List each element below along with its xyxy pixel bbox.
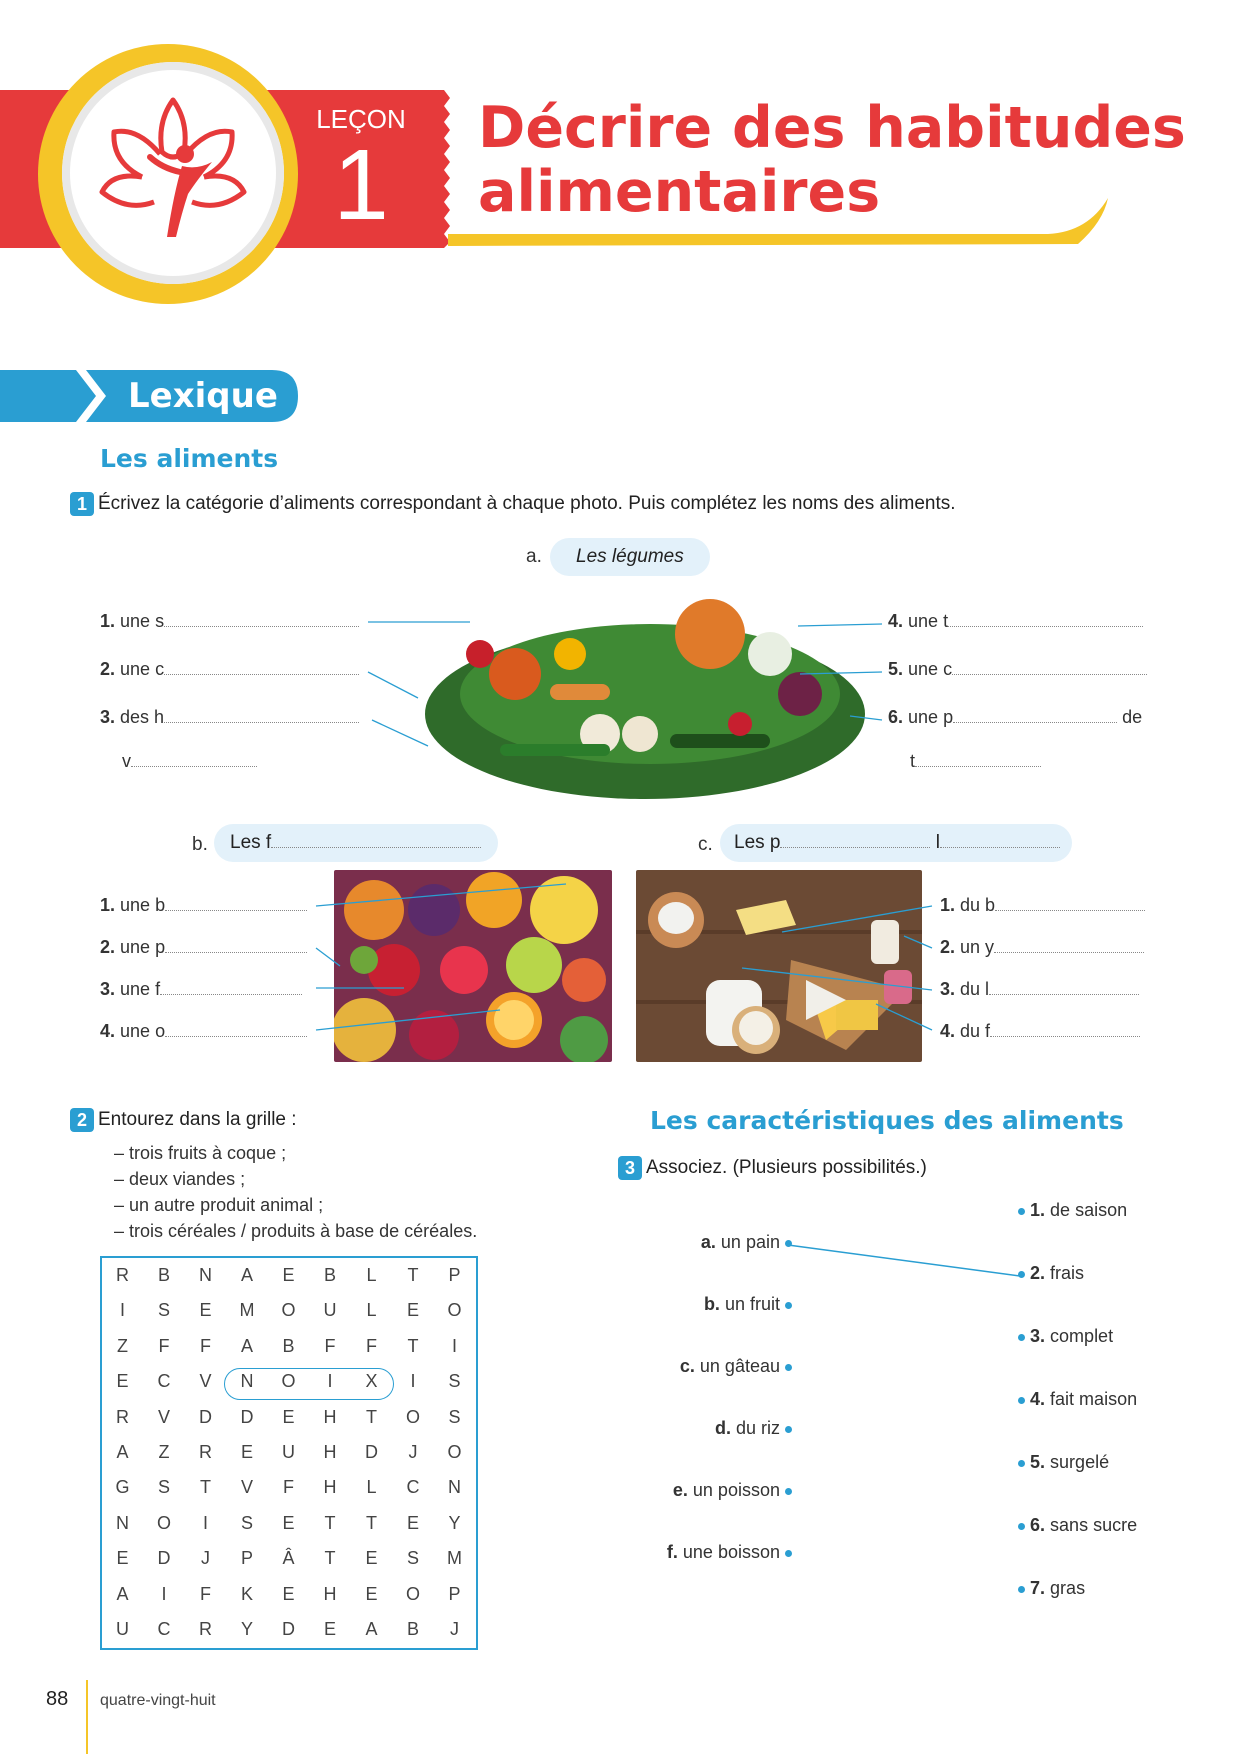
match-right-item-4[interactable] — [1018, 1389, 1137, 1452]
grid-cell[interactable]: N — [240, 1371, 254, 1392]
grid-cell[interactable]: E — [199, 1300, 212, 1321]
grid-cell[interactable]: J — [201, 1548, 210, 1569]
item-text: des h — [120, 707, 165, 727]
grid-cell[interactable]: K — [240, 1583, 253, 1604]
grid-cell[interactable]: A — [240, 1265, 253, 1285]
grid-cell[interactable]: S — [157, 1300, 170, 1321]
grid-cell[interactable]: L — [366, 1265, 377, 1285]
match-right-item-6[interactable] — [1018, 1515, 1137, 1578]
grid-cell[interactable]: R — [116, 1265, 129, 1285]
item-number: 1. — [100, 611, 116, 631]
grid-cell[interactable]: I — [451, 1335, 457, 1356]
item-text: une c — [120, 659, 165, 679]
item-number: 4. — [1030, 1389, 1046, 1409]
item-text: de saison — [1050, 1200, 1128, 1220]
grid-cell[interactable]: L — [366, 1300, 377, 1321]
grid-cell[interactable]: C — [406, 1477, 420, 1498]
grid-cell[interactable]: N — [116, 1512, 129, 1533]
grid-cell[interactable]: F — [324, 1335, 336, 1356]
grid-cell[interactable]: H — [323, 1442, 337, 1462]
word-search-grid[interactable] — [100, 1256, 478, 1650]
item-text: une o — [120, 1021, 166, 1041]
match-right-item-5[interactable] — [1018, 1452, 1137, 1515]
grid-cell[interactable]: L — [366, 1477, 377, 1498]
item-letter: d. — [714, 1418, 731, 1438]
page-title-line2: alimentaires — [478, 159, 881, 225]
grid-cell[interactable]: C — [157, 1371, 171, 1392]
grid-cell[interactable]: R — [116, 1406, 129, 1427]
grid-cell[interactable]: T — [200, 1477, 211, 1498]
item-text: fait maison — [1050, 1389, 1138, 1409]
exercise-3-instruction — [618, 1156, 927, 1180]
item-number: 6. — [888, 707, 904, 727]
grid-cell[interactable]: D — [157, 1548, 171, 1569]
item-text: du l — [960, 979, 990, 999]
exercise-2-instruction — [70, 1108, 297, 1132]
item-number: 5. — [1030, 1452, 1046, 1472]
lesson-number: 1 — [333, 129, 389, 241]
grid-cell[interactable]: E — [406, 1300, 419, 1321]
grid-cell[interactable]: V — [199, 1371, 212, 1392]
grid-cell[interactable]: P — [240, 1548, 253, 1569]
item-letter: f. — [666, 1542, 678, 1562]
item-number: 4. — [940, 1021, 956, 1041]
item-number: 4. — [100, 1021, 116, 1041]
grid-cell[interactable]: S — [448, 1406, 461, 1427]
category-text: Les p — [734, 832, 781, 853]
match-right-item-2[interactable] — [1018, 1263, 1137, 1326]
grid-cell[interactable]: F — [200, 1335, 211, 1356]
list-item: – trois fruits à coque ; — [114, 1143, 287, 1163]
list-item: – un autre produit animal ; — [114, 1195, 324, 1215]
match-dot[interactable] — [785, 1426, 792, 1433]
item-text: du b — [960, 895, 996, 915]
item-number: 2. — [1030, 1263, 1046, 1283]
match-dot[interactable] — [1018, 1397, 1025, 1404]
grid-cell[interactable]: R — [199, 1619, 212, 1639]
photo-c-letter: c. — [698, 834, 713, 855]
category-text-part2: l — [935, 832, 940, 853]
item-text: un pain — [720, 1232, 780, 1252]
item-number: 7. — [1030, 1578, 1046, 1598]
grid-cell[interactable]: J — [450, 1619, 459, 1639]
grid-cell[interactable]: X — [365, 1371, 378, 1392]
exercise-number: 2 — [70, 1108, 94, 1132]
grid-cell[interactable]: O — [447, 1300, 462, 1321]
item-text: un poisson — [692, 1480, 780, 1500]
grid-cell[interactable]: D — [199, 1406, 212, 1427]
grid-cell[interactable]: T — [407, 1265, 419, 1285]
item-text: une boisson — [682, 1542, 780, 1562]
match-right-item-1[interactable] — [1018, 1200, 1137, 1263]
item-number: 1. — [1030, 1200, 1046, 1220]
grid-cell[interactable]: S — [406, 1548, 419, 1569]
exercise-2-list — [114, 1140, 477, 1244]
grid-cell[interactable]: I — [161, 1583, 167, 1604]
grid-cell[interactable]: Z — [117, 1335, 128, 1356]
item-number: 3. — [100, 979, 116, 999]
item-number: 4. — [888, 611, 904, 631]
grid-cell[interactable]: M — [239, 1300, 255, 1321]
grid-cell[interactable]: H — [323, 1583, 337, 1604]
grid-cell[interactable]: H — [323, 1406, 337, 1427]
grid-cell[interactable]: E — [116, 1371, 129, 1392]
item-text: frais — [1050, 1263, 1085, 1283]
grid-cell[interactable]: H — [323, 1477, 337, 1498]
item-text: une c — [908, 659, 953, 679]
grid-cell[interactable]: G — [115, 1477, 130, 1498]
grid-cell[interactable]: S — [240, 1512, 253, 1533]
list-item: – deux viandes ; — [114, 1169, 246, 1189]
grid-cell[interactable]: V — [240, 1477, 253, 1498]
grid-cell[interactable]: M — [447, 1548, 462, 1569]
example-match-line — [784, 1236, 1024, 1284]
match-left-item-b[interactable] — [600, 1294, 792, 1356]
match-left-column — [600, 1232, 792, 1604]
item-text: une b — [120, 895, 166, 915]
grid-cell[interactable]: E — [282, 1512, 295, 1533]
grid-cell[interactable]: Z — [158, 1442, 170, 1462]
match-dot[interactable] — [785, 1364, 792, 1371]
item-text: un gâteau — [699, 1356, 780, 1376]
item-number: 1. — [940, 895, 956, 915]
grid-cell[interactable]: B — [323, 1265, 336, 1285]
item-number: 3. — [1030, 1326, 1046, 1346]
instruction-text: Associez. (Plusieurs possibilités.) — [646, 1157, 927, 1178]
item-text: un y — [960, 937, 995, 957]
grid-cell[interactable]: J — [408, 1442, 418, 1462]
item-text: v — [122, 751, 131, 771]
grid-cell[interactable]: R — [199, 1442, 212, 1462]
grid-cell[interactable]: A — [116, 1442, 129, 1462]
item-text: t — [910, 751, 916, 771]
grid-cell[interactable]: E — [365, 1583, 378, 1604]
grid-cell[interactable]: C — [157, 1619, 171, 1639]
grid-cell[interactable]: O — [447, 1442, 462, 1462]
grid-cell[interactable]: P — [448, 1265, 461, 1285]
category-text: Les f — [230, 832, 272, 853]
grid-cell[interactable]: Y — [448, 1512, 461, 1533]
grid-cell[interactable]: U — [323, 1300, 337, 1321]
page-title-line1: Décrire des habitudes — [478, 95, 1186, 161]
grid-cell[interactable]: N — [199, 1265, 212, 1285]
grid-cell[interactable]: E — [365, 1548, 378, 1569]
photo-b-letter: b. — [192, 834, 208, 855]
match-left-item-c[interactable] — [600, 1356, 792, 1418]
grid-cell[interactable]: D — [365, 1442, 378, 1462]
match-dot[interactable] — [1018, 1334, 1025, 1341]
item-number: 2. — [100, 937, 116, 957]
page-number: 88 — [46, 1688, 69, 1710]
grid-cell[interactable]: A — [365, 1619, 378, 1639]
grid-cell[interactable]: T — [407, 1335, 419, 1356]
item-text: un fruit — [724, 1294, 780, 1314]
circled-word-noix — [224, 1368, 394, 1400]
list-item: – trois céréales / produits à base de céréales. — [114, 1221, 478, 1241]
grid-cell[interactable]: I — [327, 1371, 333, 1392]
match-dot[interactable] — [1018, 1586, 1025, 1593]
item-text: une t — [908, 611, 949, 631]
item-suffix: de — [1122, 707, 1143, 727]
match-dot[interactable] — [785, 1302, 792, 1309]
instruction-text: Écrivez la catégorie d’aliments correspondant à chaque photo. Puis complétez les noms des aliments. — [98, 493, 956, 514]
match-dot[interactable] — [1018, 1460, 1025, 1467]
grid-cell[interactable]: D — [282, 1619, 295, 1639]
grid-cell[interactable]: U — [116, 1619, 129, 1639]
grid-cell[interactable]: S — [157, 1477, 170, 1498]
item-number: 3. — [100, 707, 116, 727]
item-letter: b. — [703, 1294, 720, 1314]
grid-cell[interactable]: E — [282, 1265, 295, 1285]
match-right-item-7[interactable] — [1018, 1578, 1137, 1641]
item-text: du riz — [735, 1418, 780, 1438]
match-right-item-3[interactable] — [1018, 1326, 1137, 1389]
item-letter: a. — [700, 1232, 716, 1252]
grid-cell[interactable]: I — [119, 1300, 125, 1321]
grid-cell[interactable]: E — [282, 1406, 295, 1427]
grid-cell[interactable]: N — [448, 1477, 461, 1498]
item-text: une s — [120, 611, 165, 631]
grid-cell[interactable]: Â — [282, 1548, 295, 1569]
grid-cell[interactable]: O — [281, 1300, 296, 1321]
item-text: une p — [120, 937, 166, 957]
item-number: 5. — [888, 659, 904, 679]
grid-cell[interactable]: B — [406, 1619, 419, 1639]
match-left-item-a[interactable] — [600, 1232, 792, 1294]
grid-cell[interactable]: I — [410, 1371, 416, 1392]
grid-cell[interactable]: O — [405, 1583, 420, 1604]
item-number: 6. — [1030, 1515, 1046, 1535]
grid-cell[interactable]: T — [324, 1548, 336, 1569]
match-dot[interactable] — [785, 1488, 792, 1495]
item-text: surgelé — [1050, 1452, 1110, 1472]
item-text: complet — [1050, 1326, 1114, 1346]
grid-cell[interactable]: U — [282, 1442, 295, 1462]
grid-cell[interactable]: F — [366, 1335, 377, 1356]
item-text: du f — [960, 1021, 991, 1041]
item-letter: c. — [679, 1356, 695, 1376]
match-right-column — [1018, 1200, 1137, 1641]
grid-cell[interactable]: D — [240, 1406, 254, 1427]
footer-divider — [86, 1680, 88, 1754]
photo-a-letter: a. — [526, 546, 542, 567]
grid-cell[interactable]: E — [240, 1442, 253, 1462]
category-text: Les légumes — [576, 546, 684, 567]
grid-cell[interactable]: I — [202, 1512, 208, 1533]
grid-cell[interactable]: A — [116, 1583, 129, 1604]
grid-cell[interactable]: T — [366, 1512, 377, 1533]
grid-cell[interactable]: T — [324, 1512, 336, 1533]
match-dot[interactable] — [785, 1550, 792, 1557]
instruction-text: Entourez dans la grille : — [98, 1109, 297, 1130]
match-left-item-e[interactable] — [600, 1480, 792, 1542]
grid-cell[interactable]: F — [200, 1583, 211, 1604]
exercise-number: 1 — [70, 492, 94, 516]
grid-cell[interactable]: E — [323, 1619, 336, 1639]
grid-cell[interactable]: O — [156, 1512, 171, 1533]
item-number: 3. — [940, 979, 956, 999]
lesson-label: LEÇON — [316, 104, 406, 134]
grid-cell[interactable]: O — [405, 1406, 420, 1427]
item-text: une p — [908, 707, 954, 727]
item-number: 1. — [100, 895, 116, 915]
grid-cell[interactable]: V — [157, 1406, 170, 1427]
grid-cell[interactable]: S — [448, 1371, 461, 1392]
grid-cell[interactable]: F — [158, 1335, 170, 1356]
subsection-title-caracteristiques: Les caractéristiques des aliments — [650, 1106, 1124, 1135]
exercise-number: 3 — [618, 1156, 642, 1180]
item-number: 2. — [100, 659, 116, 679]
match-left-item-d[interactable] — [600, 1418, 792, 1480]
grid-cell[interactable]: B — [157, 1265, 170, 1285]
grid-cell[interactable]: Y — [240, 1619, 253, 1639]
page-number-words: quatre-vingt-huit — [100, 1692, 216, 1709]
item-text: une f — [120, 979, 161, 999]
grid-cell[interactable]: E — [282, 1583, 295, 1604]
item-letter: e. — [672, 1480, 688, 1500]
grid-cell[interactable]: E — [406, 1512, 419, 1533]
grid-cell[interactable]: O — [281, 1371, 296, 1392]
grid-cell[interactable]: A — [240, 1335, 253, 1356]
subsection-title-aliments: Les aliments — [100, 444, 279, 473]
match-dot[interactable] — [1018, 1523, 1025, 1530]
item-text: sans sucre — [1050, 1515, 1138, 1535]
grid-cell[interactable]: B — [282, 1335, 295, 1356]
section-title: Lexique — [128, 376, 278, 416]
match-dot[interactable] — [1018, 1208, 1025, 1215]
grid-cell[interactable]: T — [366, 1406, 377, 1427]
item-text: gras — [1050, 1578, 1086, 1598]
grid-cell[interactable]: E — [116, 1548, 129, 1569]
grid-cell[interactable]: F — [283, 1477, 294, 1498]
match-left-item-f[interactable] — [600, 1542, 792, 1604]
grid-cell[interactable]: P — [448, 1583, 461, 1604]
item-number: 2. — [940, 937, 956, 957]
